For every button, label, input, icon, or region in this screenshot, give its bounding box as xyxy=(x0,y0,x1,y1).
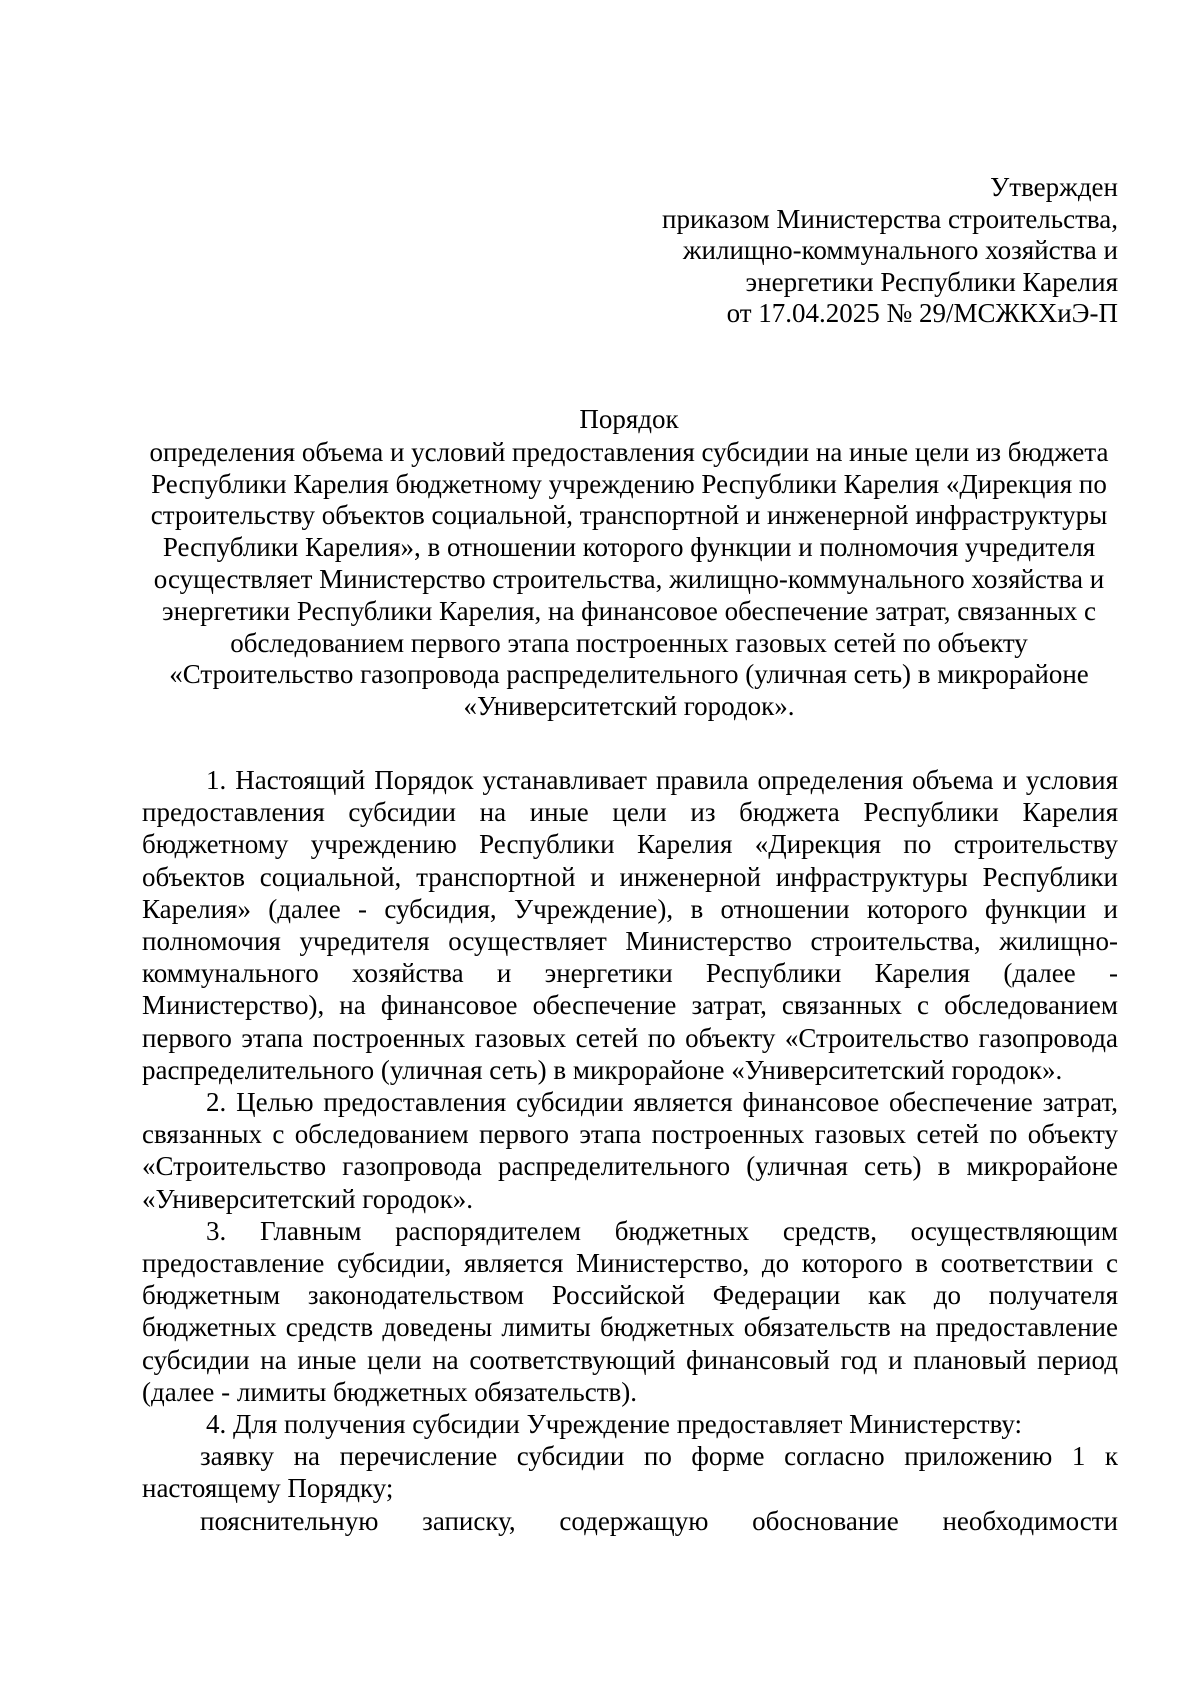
approval-line-region: энергетики Республики Карелия xyxy=(745,266,1118,297)
document-title: Порядок xyxy=(579,404,679,434)
approval-stamp-block xyxy=(662,172,1118,330)
paragraph-4-item-application: заявку на перечисление субсидии по форме согласно приложению 1 к настоящему Порядку; xyxy=(142,1441,1118,1504)
approval-line-date-number: от 17.04.2025 № 29/МСЖКХиЭ-П xyxy=(726,298,1118,328)
paragraph-3: 3. Главным распорядителем бюджетных средств, осуществляющим предоставление субсидии, является Министерство, до которого в соответствии с бюджетным законодательством Российской Федерации как до получателя бюджетных средств доведены лимиты бюджетных обязательств на предоставление субсидии на иные цели на соответствующий финансовый год и плановый период (далее - лимиты бюджетных обязательств). xyxy=(142,1215,1118,1407)
paragraph-2: 2. Целью предоставления субсидии является финансовое обеспечение затрат, связанных с обследованием первого этапа построенных газовых сетей по объекту «Строительство газопровода распределительного (уличная сеть) в микрорайоне «Университетский городок». xyxy=(142,1087,1118,1214)
approval-line-approved: Утвержден xyxy=(990,172,1118,202)
document-title-block xyxy=(140,404,1118,723)
document-body xyxy=(142,764,1118,1537)
document-subtitle: определения объема и условий предоставления субсидии на иные цели из бюджета Республики Карелия бюджетному учреждению Республики Карелия «Дирекция по строительству объектов социальной, транспортной и инженерной инфраструктуры Республики Карелия», в отношении которого функции и полномочия учредителя осуществляет Министерство строительства, жилищно-коммунального хозяйства и энергетики Республики Карелия, на финансовое обеспечение затрат, связанных с обследованием первого этапа построенных газовых сетей по объекту «Строительство газопровода распределительного (уличная сеть) в микрорайоне «Университетский городок». xyxy=(149,436,1109,722)
approval-line-order: приказом Министерства строительства, xyxy=(662,203,1118,234)
paragraph-4-item-explanatory-note: пояснительную записку, содержащую обоснование необходимости xyxy=(200,1505,1118,1536)
paragraph-4: 4. Для получения субсидии Учреждение предоставляет Министерству: xyxy=(206,1409,1023,1440)
approval-line-ministry: жилищно-коммунального хозяйства и xyxy=(682,235,1118,265)
paragraph-1: 1. Настоящий Порядок устанавливает правила определения объема и условия предоставления субсидии на иные цели из бюджета Республики Карелия бюджетному учреждению Республики Карелия «Дирекция по строительству объектов социальной, транспортной и инженерной инфраструктуры Республики Карелия» (далее - субсидия, Учреждение), в отношении которого функции и полномочия учредителя осуществляет Министерство строительства, жилищно-коммунального хозяйства и энергетики Республики Карелия (далее - Министерство), на финансовое обеспечение затрат, связанных с обследованием первого этапа построенных газовых сетей по объекту «Строительство газопровода распределительного (уличная сеть) в микрорайоне «Университетский городок». xyxy=(142,765,1118,1085)
